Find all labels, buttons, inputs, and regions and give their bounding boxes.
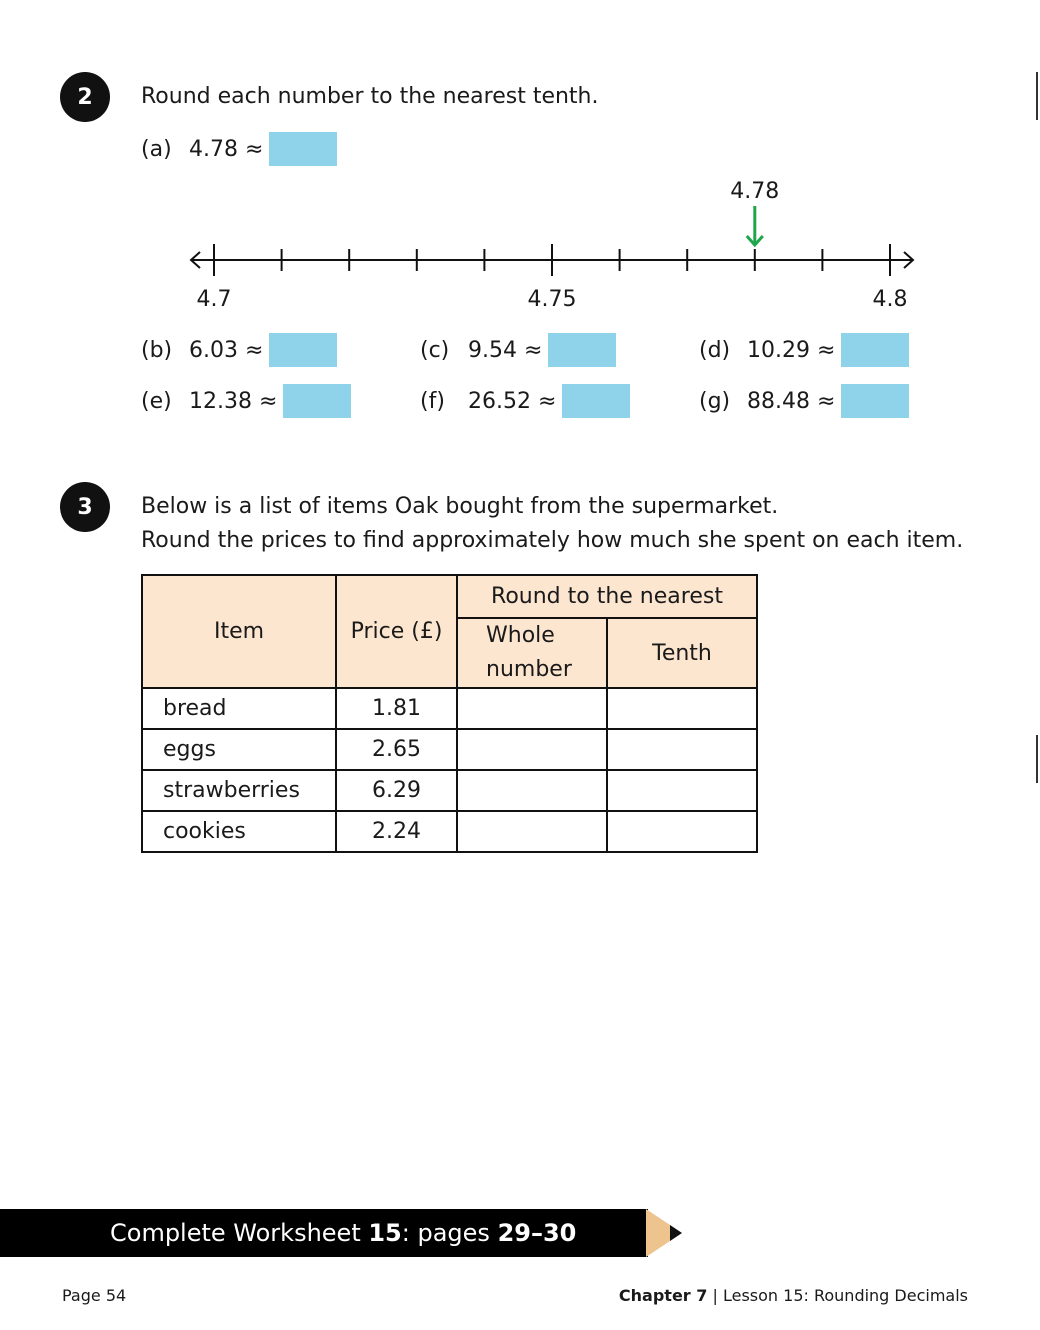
answer-row-a <box>141 132 337 166</box>
whole-number-answer-cell[interactable] <box>457 811 607 852</box>
lesson-label: Lesson 15: Rounding Decimals <box>722 1286 968 1305</box>
price-cell: 6.29 <box>336 770 457 811</box>
tenth-answer-cell[interactable] <box>607 688 757 729</box>
part-expression: 10.29 ≈ <box>747 337 836 363</box>
marker-label: 4.78 <box>730 179 780 204</box>
part-label: (a) <box>141 136 172 162</box>
answer-row-f <box>420 384 630 418</box>
part-expression: 26.52 ≈ <box>468 388 557 414</box>
answer-row-e <box>141 384 351 418</box>
number-line-label-mid: 4.75 <box>527 287 577 312</box>
answer-row-c <box>420 333 616 367</box>
banner-pages: 29–30 <box>497 1219 577 1247</box>
part-expression: 4.78 ≈ <box>189 136 264 162</box>
chapter-label: Chapter 7 <box>618 1286 708 1305</box>
table-row <box>142 770 757 811</box>
header-whole-number <box>457 618 607 688</box>
tenth-answer-cell[interactable] <box>607 729 757 770</box>
footer-separator: | <box>712 1286 718 1305</box>
answer-box[interactable] <box>841 333 909 367</box>
banner-middle: : pages <box>401 1219 498 1247</box>
table-row <box>142 811 757 852</box>
question-number: 3 <box>77 494 93 520</box>
table-row <box>142 729 757 770</box>
part-expression: 88.48 ≈ <box>747 388 836 414</box>
header-round: Round to the nearest <box>457 575 757 618</box>
number-line <box>180 170 930 315</box>
item-cell: strawberries <box>142 770 336 811</box>
answer-box[interactable] <box>841 384 909 418</box>
chapter-lesson <box>619 1286 968 1305</box>
question-number: 2 <box>77 84 93 110</box>
page-edge-mark <box>1036 735 1038 783</box>
whole-number-answer-cell[interactable] <box>457 729 607 770</box>
banner-worksheet-number: 15 <box>368 1219 402 1247</box>
answer-box[interactable] <box>269 333 337 367</box>
marker-arrow <box>747 206 763 245</box>
part-label: (b) <box>141 337 173 363</box>
whole-number-answer-cell[interactable] <box>457 770 607 811</box>
answer-row-d <box>699 333 909 367</box>
question-number-badge <box>60 482 110 532</box>
question-text-line-2: Round the prices to find approximately how much she spent on each item. <box>141 528 964 553</box>
number-line-label-left: 4.7 <box>196 287 232 312</box>
price-cell: 2.24 <box>336 811 457 852</box>
part-label: (g) <box>699 388 731 414</box>
answer-row-g <box>699 384 909 418</box>
page-edge-mark <box>1036 72 1038 120</box>
banner-prefix: Complete Worksheet <box>110 1219 369 1247</box>
part-expression: 12.38 ≈ <box>189 388 278 414</box>
pencil-tip-icon <box>646 1209 686 1257</box>
tenth-answer-cell[interactable] <box>607 770 757 811</box>
question-instruction: Round each number to the nearest tenth. <box>141 84 599 109</box>
answer-box[interactable] <box>548 333 616 367</box>
answer-box[interactable] <box>269 132 337 166</box>
item-cell: cookies <box>142 811 336 852</box>
question-text-line-1: Below is a list of items Oak bought from the supermarket. <box>141 494 779 519</box>
item-cell: bread <box>142 688 336 729</box>
price-cell: 1.81 <box>336 688 457 729</box>
question-number-badge <box>60 72 110 122</box>
header-whole-line-1: Whole <box>486 623 555 648</box>
items-table <box>141 574 758 853</box>
header-tenth: Tenth <box>607 618 757 688</box>
header-price: Price (£) <box>336 575 457 688</box>
price-cell: 2.65 <box>336 729 457 770</box>
answer-box[interactable] <box>562 384 630 418</box>
part-label: (c) <box>420 337 450 363</box>
header-item: Item <box>142 575 336 688</box>
page-number: Page 54 <box>62 1286 127 1305</box>
answer-box[interactable] <box>283 384 351 418</box>
tenth-answer-cell[interactable] <box>607 811 757 852</box>
number-line-label-right: 4.8 <box>872 287 908 312</box>
header-whole-line-2: number <box>486 657 572 682</box>
whole-number-answer-cell[interactable] <box>457 688 607 729</box>
answer-row-b <box>141 333 337 367</box>
table-row <box>142 688 757 729</box>
part-label: (f) <box>420 388 445 414</box>
part-label: (d) <box>699 337 731 363</box>
part-expression: 6.03 ≈ <box>189 337 264 363</box>
part-label: (e) <box>141 388 172 414</box>
item-cell: eggs <box>142 729 336 770</box>
part-expression: 9.54 ≈ <box>468 337 543 363</box>
worksheet-banner <box>0 1209 648 1257</box>
